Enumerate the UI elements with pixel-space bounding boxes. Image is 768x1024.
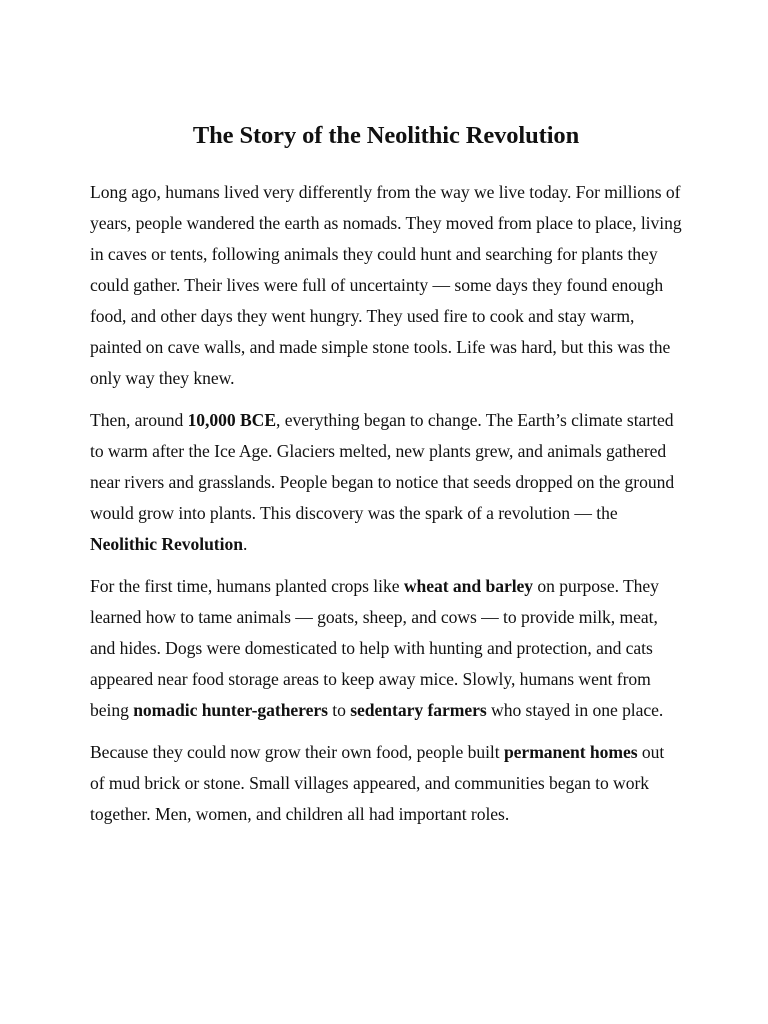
paragraph-farming (90, 571, 682, 726)
paragraph-text: Because they could now grow their own food, people built (90, 742, 504, 762)
paragraph-text: Then, around (90, 410, 188, 430)
bold-term-sedentary-farmers: sedentary farmers (350, 700, 487, 720)
document-page (90, 0, 682, 830)
paragraph-text: , everything began to change. The Earth’s climate started to warm after the Ice Age. Glaciers melted, new plants grew, and animals gathered near rivers and grasslands. People began to notice that seeds dropped on the ground would grow into plants. This discovery was the spark of a revolution — the (90, 410, 675, 523)
paragraph-text: . (242, 534, 248, 554)
paragraph-text: who stayed in one place. (486, 700, 664, 720)
paragraph-text: For the first time, humans planted crops like (90, 576, 404, 596)
paragraph-permanent-homes (90, 737, 682, 830)
page-title: The Story of the Neolithic Revolution (192, 122, 580, 149)
paragraph-nomadic-life (90, 177, 682, 394)
paragraph-climate-change (90, 405, 682, 560)
bold-term-wheat-barley: wheat and barley (403, 576, 534, 596)
bold-term-neolithic-revolution: Neolithic Revolution (90, 534, 243, 554)
bold-term-10000-bce: 10,000 BCE (187, 410, 277, 430)
bold-term-permanent-homes: permanent homes (503, 742, 638, 762)
paragraph-text: on purpose. They learned how to tame animals — goats, sheep, and cows — to provide milk, meat, and hides. Dogs were domesticated to help with hunting and protection, and cats appeared near food storage areas to keep away mice. Slowly, humans went from being (90, 576, 659, 720)
paragraph-text: to (327, 700, 351, 720)
paragraph-text: Long ago, humans lived very differently from the way we live today. For millions of years, people wandered the earth as nomads. They moved from place to place, living in caves or tents, following animals they could hunt and searching for plants they could gather. Their lives were full of uncertainty — some days they found enough food, and other days they went hungry. They used fire to cook and stay warm, painted on cave walls, and made simple stone tools. Life was hard, but this was the only way they knew. (90, 182, 682, 388)
bold-term-nomadic-hunter-gatherers: nomadic hunter-gatherers (133, 700, 328, 720)
paragraph-text: out of mud brick or stone. Small villages appeared, and communities began to work together. Men, women, and children all had important roles. (90, 742, 665, 824)
